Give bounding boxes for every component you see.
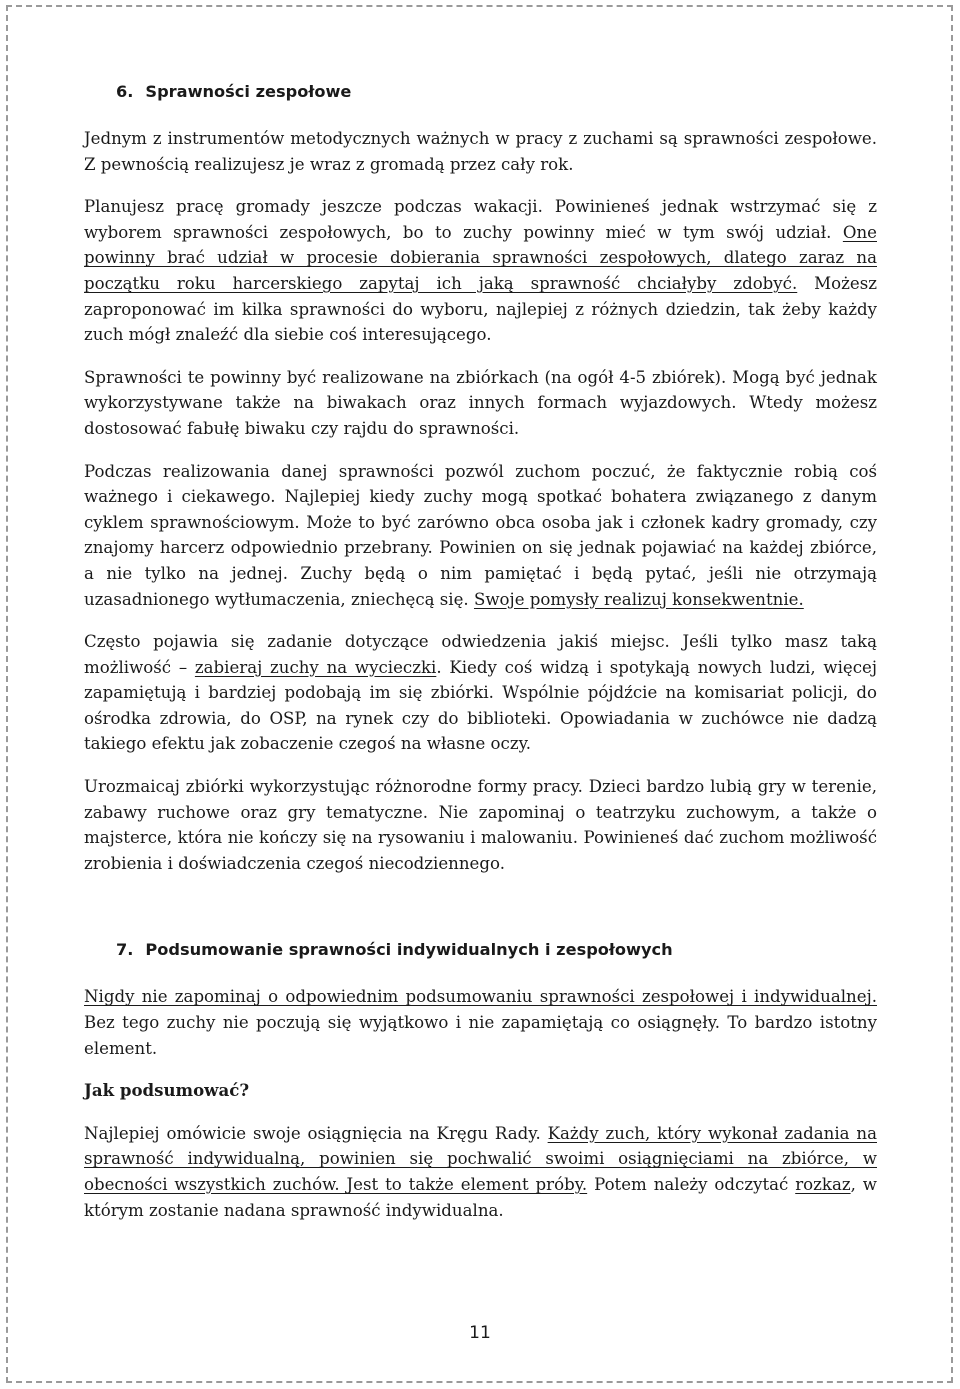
section-7-paragraph-1 xyxy=(84,984,877,1061)
paragraph-text: Najlepiej omówicie swoje osiągnięcia na Kręgu Rady. xyxy=(84,1123,548,1143)
paragraph-text: . Kiedy coś widzą i spotykają nowych ludzi, więcej zapamiętują i bardziej podobają im się zbiórki. Wspólnie pójdźcie na komisariat policji, do ośrodka zdrowia, do OSP, na rynek czy do biblioteki. Opowiadania w zuchówce nie dadzą takiego efektu jak zobaczenie czegoś na własne oczy. xyxy=(84,657,877,754)
section-spacer xyxy=(84,893,877,938)
paragraph-text: Bez tego zuchy nie poczują się wyjątkowo i nie zapamiętają co osiągnęły. To bardzo istotny element. xyxy=(84,1013,877,1058)
document-body xyxy=(84,80,877,1240)
section-7-heading xyxy=(116,938,877,962)
section-7-paragraph-2 xyxy=(84,1121,877,1223)
section-6-title: Sprawności zespołowe xyxy=(145,82,352,101)
paragraph-text: Potem należy odczytać xyxy=(587,1175,796,1194)
page-number: 11 xyxy=(469,1323,491,1343)
subheading-how-to-summarize: Jak podsumować? xyxy=(84,1080,250,1101)
section-7-number: 7. xyxy=(116,940,134,960)
section-6-paragraph-3: Sprawności te powinny być realizowane na zbiórkach (na ogół 4-5 zbiórek). Mogą być jednak wykorzystywane także na biwakach oraz innych formach wyjazdowych. Wtedy możesz dostosować fabułę biwaku czy rajdu do sprawności. xyxy=(84,367,877,438)
section-6-paragraph-6: Urozmaicaj zbiórki wykorzystując różnorodne formy pracy. Dzieci bardzo lubią gry w terenie, zabawy ruchowe oraz gry tematyczne. Nie zapominaj o teatrzyku zuchowym, a także o majsterce, która nie kończy się na rysowaniu i malowaniu. Powinieneś dać zuchom możliwość zrobienia i doświadczenia czegoś niecodziennego. xyxy=(84,777,877,873)
underlined-text: Swoje pomysły realizuj konsekwentnie. xyxy=(473,589,804,609)
paragraph-text: Możesz zaproponować im kilka sprawności do wyboru, najlepiej z różnych dziedzin, tak żeby każdy zuch mógł znaleźć dla siebie coś interesującego. xyxy=(84,273,877,345)
paragraph-text: Podczas realizowania danej sprawności pozwól zuchom poczuć, że faktycznie robią coś ważnego i ciekawego. Najlepiej kiedy zuchy mogą spotkać bohatera związanego z danym cyklem sprawnościowym. Może to być zarówno obca osoba jak i członek kadry gromady, czy znajomy harcerz odpowiednio przebrany. Powinien on się jednak pojawiać na każdej zbiórce, a nie tylko na jednej. Zuchy będą o nim pamiętać i będą pytać, jeśli nie otrzymają uzasadnionego wytłumaczenia, zniechęcą się. xyxy=(84,461,877,609)
underlined-text: rozkaz xyxy=(795,1175,851,1194)
underlined-text: Nigdy nie zapominaj o odpowiednim podsumowaniu sprawności zespołowej i indywidualnej. xyxy=(84,987,877,1007)
section-6-number: 6. xyxy=(116,82,134,101)
underlined-text: zabieraj zuchy na wycieczki xyxy=(194,657,437,677)
section-6-paragraph-2 xyxy=(84,194,877,348)
section-6-paragraph-4 xyxy=(84,459,877,613)
section-6-paragraph-5 xyxy=(84,629,877,757)
paragraph-text: Często pojawia się zadanie dotyczące odwiedzenia jakiś miejsc. Jeśli tylko masz taką możliwość – xyxy=(84,632,877,677)
underlined-text: One powinny brać udział w procesie dobierania sprawności zespołowych, dlatego zaraz na początku roku harcerskiego zapytaj ich jaką sprawność chciałyby zdobyć. xyxy=(84,222,877,293)
paragraph-text: , w którym zostanie nadana sprawność indywidualna. xyxy=(84,1175,877,1220)
section-7-title: Podsumowanie sprawności indywidualnych i zespołowych xyxy=(145,940,673,960)
paragraph-text: Planujesz pracę gromady jeszcze podczas wakacji. Powinieneś jednak wstrzymać się z wyborem sprawności zespołowych, bo to zuchy powinny mieć w tym swój udział. xyxy=(84,197,877,242)
section-6-heading xyxy=(116,80,877,104)
section-6-paragraph-1: Jednym z instrumentów metodycznych ważnych w pracy z zuchami są sprawności zespołowe. Z pewnością realizujesz je wraz z gromadą przez cały rok. xyxy=(84,129,877,174)
underlined-text: Każdy zuch, który wykonał zadania na sprawność indywidualną, powinien się pochwalić swoimi osiągnięciami na zbiórce, w obecności wszystkich zuchów. Jest to także element próby. xyxy=(84,1123,877,1194)
